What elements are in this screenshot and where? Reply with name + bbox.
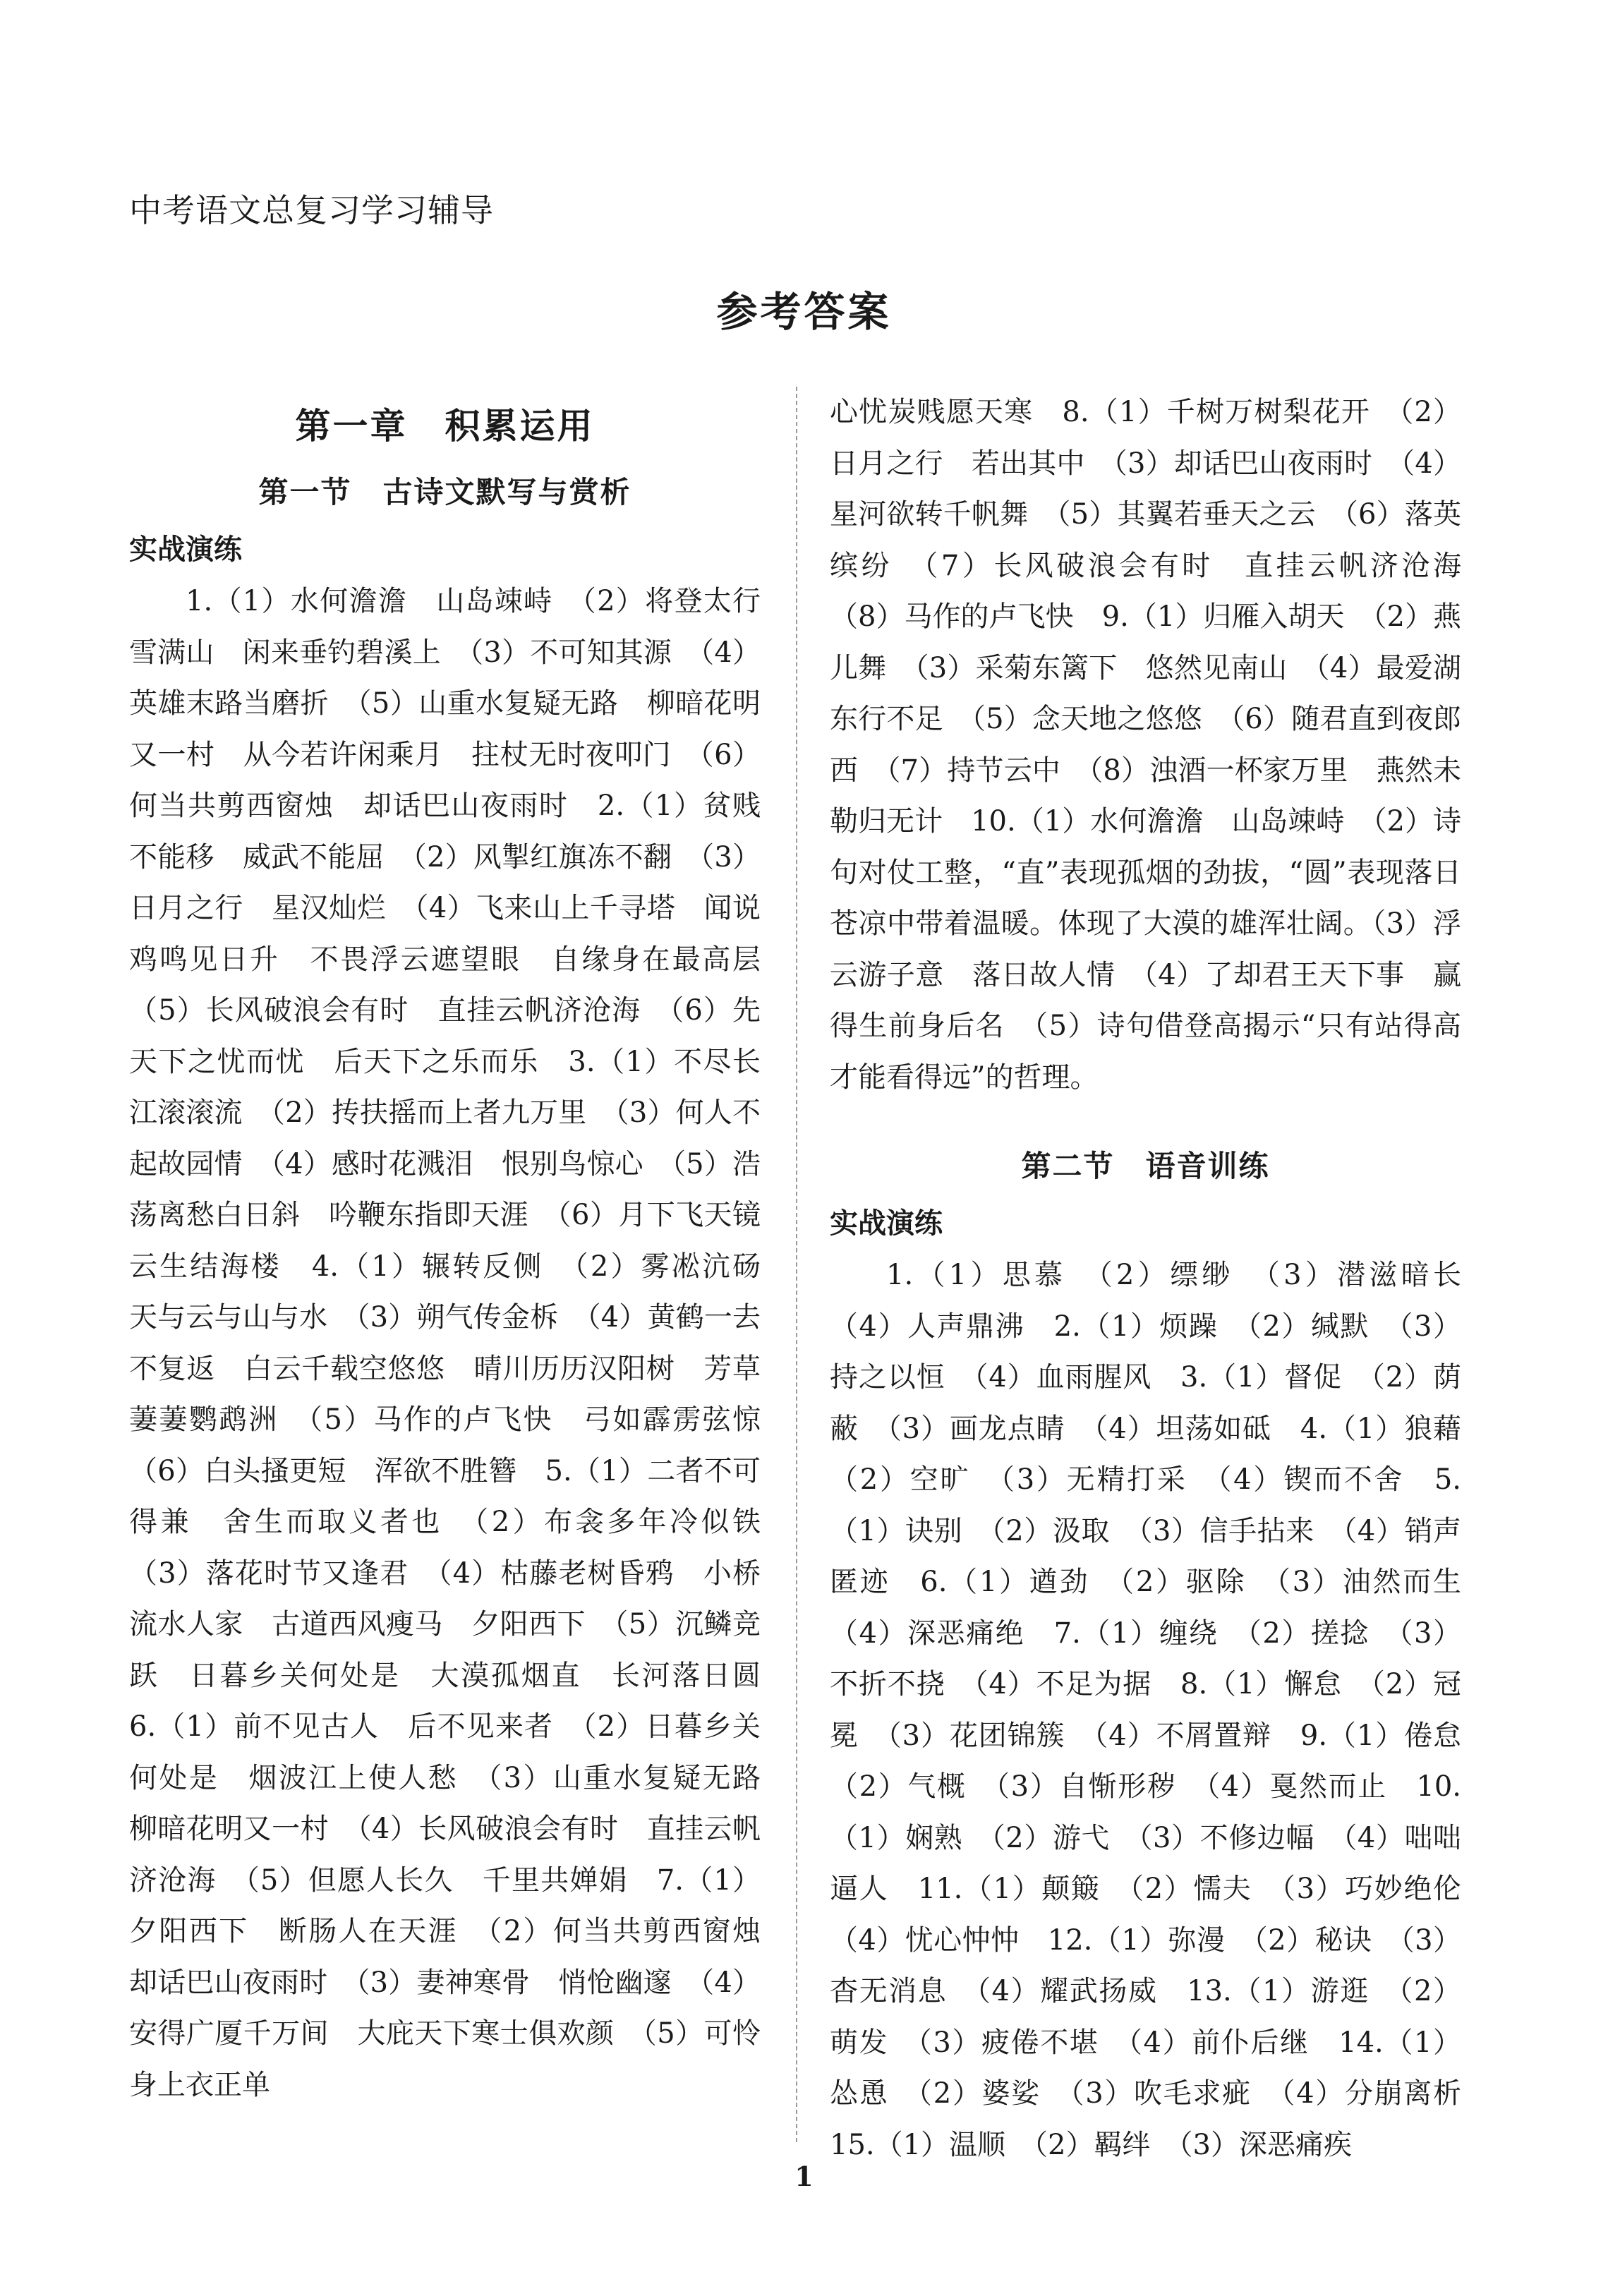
- section-title-2: 第二节 语音训练: [1021, 1149, 1270, 1183]
- column-divider: [796, 387, 797, 2142]
- book-title: 中考语文总复习学习辅导: [129, 191, 494, 229]
- page-title: 参考答案: [716, 288, 892, 336]
- answers-paragraph-2: 1.（1）思慕 （2）缥缈 （3）潜滋暗长 （4）人声鼎沸 2.（1）烦躁 （2）缄默 （3）持之以恒 （4）血雨腥风 3.（1）督促 （2）荫蔽 （3）画龙点睛 （4）坦荡如砥 4.（1）狼藉 （2）空旷 （3）无精打采 （4）锲而不舍 5.（1）诀别 （2）汲取 （3）信手拈来 （4）销声匿迹 6.（1）遒劲 （2）驱除 （3）油然而生 （4）深恶痛绝 7.（1）缠绕 （2）搓捻 （3）不折不挠 （4）不足为据 8.（1）懈怠 （2）冠冕 （3）花团锦簇 （4）不屑置辩 9.（1）倦怠 （2）气概 （3）自惭形秽 （4）戛然而止 10.（1）娴熟 （2）游弋 （3）不修边幅 （4）咄咄逼人 11.（1）颠簸 （2）懦夫 （3）巧妙绝伦 （4）忧心忡忡 12.（1）弥漫 （2）秘诀 （3）杳无消息 （4）耀武扬威 13.（1）游逛 （2）萌发 （3）疲倦不堪 （4）前仆后继 14.（1）怂恿 （2）婆娑 （3）吹毛求疵 （4）分崩离析 15.（1）温顺 （2）羁绊 （3）深恶痛疾: [830, 1259, 1489, 2161]
- left-column: [129, 387, 789, 2110]
- chapter-title: 第一章 积累运用: [295, 405, 595, 447]
- answers-paragraph-1: 1.（1）水何澹澹 山岛竦峙 （2）将登太行雪满山 闲来垂钓碧溪上 （3）不可知其源 （4）英雄末路当磨折 （5）山重水复疑无路 柳暗花明又一村 从今若许闲乘月 拄杖无时夜叩门 （6）何当共剪西窗烛 却话巴山夜雨时 2.（1）贫贱不能移 威武不能屈 （2）风掣红旗冻不翻 （3）日月之行 星汉灿烂 （4）飞来山上千寻塔 闻说鸡鸣见日升 不畏浮云遮望眼 自缘身在最高层 （5）长风破浪会有时 直挂云帆济沧海 （6）先天下之忧而忧 后天下之乐而乐 3.（1）不尽长江滚滚流 （2）抟扶摇而上者九万里 （3）何人不起故园情 （4）感时花溅泪 恨别鸟惊心 （5）浩荡离愁白日斜 吟鞭东指即天涯 （6）月下飞天镜 云生结海楼 4.（1）辗转反侧 （2）雾凇沆砀 天与云与山与水 （3）朔气传金柝 （4）黄鹤一去不复返 白云千载空悠悠 晴川历历汉阳树 芳草萋萋鹦鹉洲 （5）马作的卢飞快 弓如霹雳弦惊 （6）白头搔更短 浑欲不胜簪 5.（1）二者不可得兼 舍生而取义者也 （2）布衾多年冷似铁 （3）落花时节又逢君 （4）枯藤老树昏鸦 小桥流水人家 古道西风瘦马 夕阳西下 （5）沉鳞竞跃 日暮乡关何处是 大漠孤烟直 长河落日圆 6.（1）前不见古人 后不见来者 （2）日暮乡关何处是 烟波江上使人愁 （3）山重水复疑无路 柳暗花明又一村 （4）长风破浪会有时 直挂云帆济沧海 （5）但愿人长久 千里共婵娟 7.（1）夕阳西下 断肠人在天涯 （2）何当共剪西窗烛 却话巴山夜雨时 （3）妻神寒骨 悄怆幽邃 （4）安得广厦千万间 大庇天下寒士俱欢颜 （5）可怜身上衣正单: [129, 585, 789, 2101]
- right-column: [830, 387, 1489, 2170]
- answers-continuation: 心忧炭贱愿天寒 8.（1）千树万树梨花开 （2）日月之行 若出其中 （3）却话巴山夜雨时 （4）星河欲转千帆舞 （5）其翼若垂天之云 （6）落英缤纷 （7）长风破浪会有时 直挂云帆济沧海 （8）马作的卢飞快 9.（1）归雁入胡天 （2）燕儿舞 （3）采菊东篱下 悠然见南山 （4）最爱湖东行不足 （5）念天地之悠悠 （6）随君直到夜郎西 （7）持节云中 （8）浊酒一杯家万里 燕然未勒归无计 10.（1）水何澹澹 山岛竦峙 （2）诗句对仗工整，“直”表现孤烟的劲拔，“圆”表现落日苍凉中带着温暖。体现了大漠的雄浑壮阔。（3）浮云游子意 落日故人情 （4）了却君王天下事 赢得生前身后名 （5）诗句借登高揭示“只有站得高才能看得远”的哲理。: [830, 396, 1489, 1094]
- practice-heading-2: 实战演练: [830, 1207, 943, 1240]
- practice-heading-1: 实战演练: [129, 533, 242, 566]
- section-title-1: 第一节 古诗文默写与赏析: [258, 475, 631, 509]
- page-number: 1: [794, 2161, 814, 2192]
